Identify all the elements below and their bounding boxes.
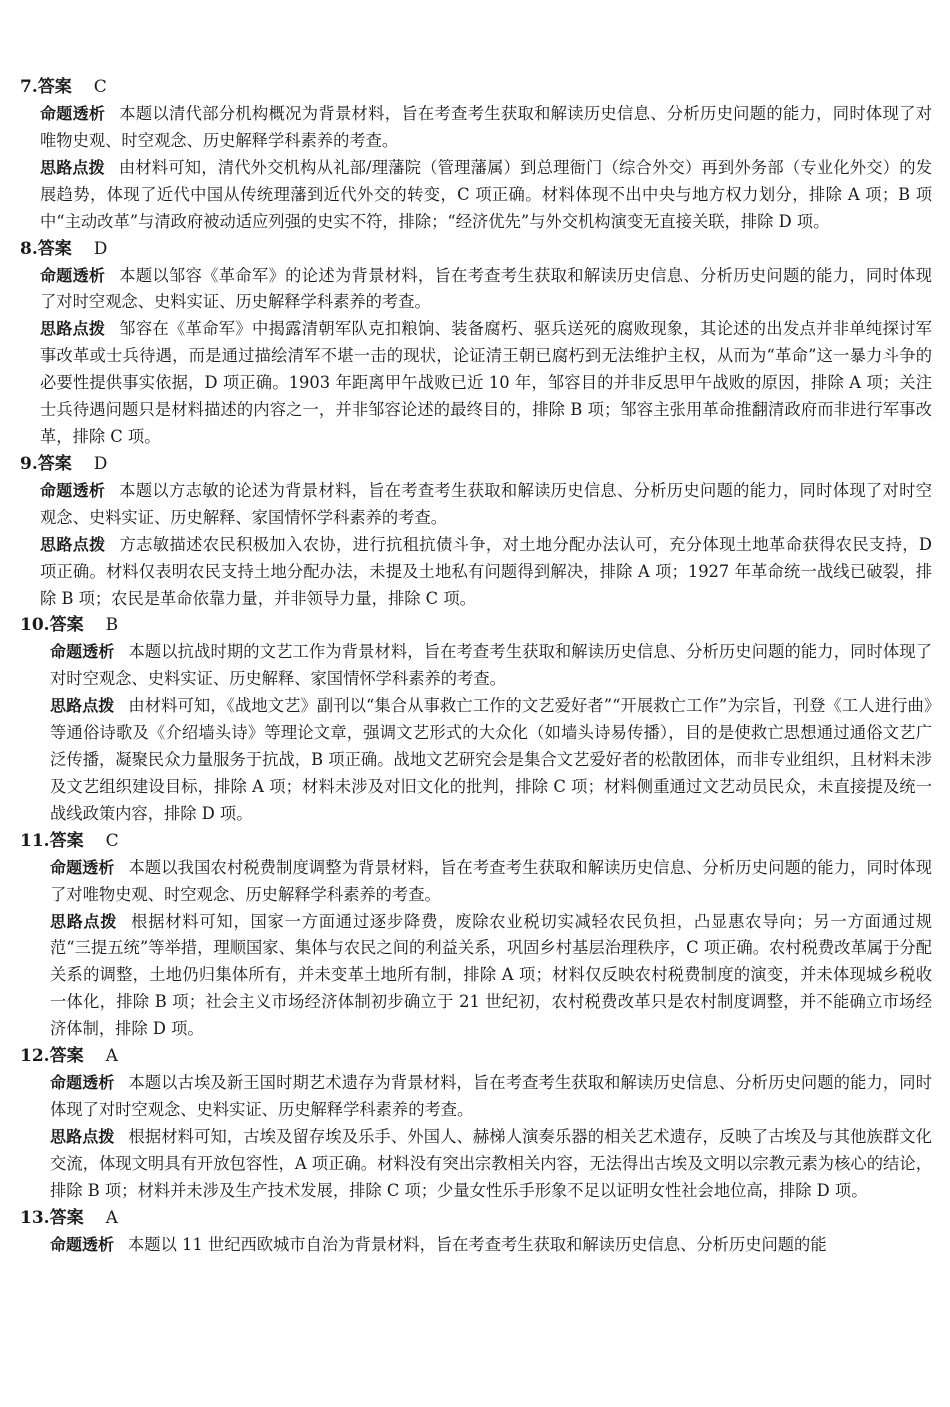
analysis-text: 本题以方志敏的论述为背景材料，旨在考查考生获取和解读历史信息、分析历史问题的能力，同时体现了对时空观念、史料实证、历史解释、家国情怀学科素养的考查。 bbox=[40, 480, 932, 527]
question-block bbox=[20, 828, 932, 1043]
question-block bbox=[20, 612, 932, 827]
question-block bbox=[20, 1043, 932, 1205]
question-header bbox=[20, 1043, 932, 1070]
reasoning-label: 思路点拨 bbox=[50, 696, 115, 716]
question-number: 7. bbox=[20, 77, 38, 97]
question-header bbox=[20, 74, 932, 101]
analysis-label: 命题透析 bbox=[50, 857, 115, 877]
analysis-label: 命题透析 bbox=[50, 1073, 115, 1093]
answer-label: 答案 bbox=[49, 830, 84, 851]
question-number: 13. bbox=[20, 1207, 50, 1228]
analysis-text: 本题以我国农村税费制度调整为背景材料，旨在考查考生获取和解读历史信息、分析历史问题的能力，同时体现了对唯物史观、时空观念、历史解释学科素养的考查。 bbox=[50, 857, 932, 904]
analysis-text: 本题以抗战时期的文艺工作为背景材料，旨在考查考生获取和解读历史信息、分析历史问题的能力，同时体现了对时空观念、史料实证、历史解释、家国情怀学科素养的考查。 bbox=[50, 642, 932, 689]
question-header bbox=[20, 828, 932, 855]
analysis-text: 本题以邹容《革命军》的论述为背景材料，旨在考查考生获取和解读历史信息、分析历史问题的能力，同时体现了对时空观念、史料实证、历史解释学科素养的考查。 bbox=[40, 265, 932, 312]
reasoning-text: 方志敏描述农民积极加入农协，进行抗租抗债斗争，对土地分配办法认可，充分体现土地革命获得农民支持，D 项正确。材料仅表明农民支持土地分配办法，未提及土地私有问题得到解决，排除 A 项；1927 年革命统一战线已破裂，排除 B 项；农民是革命依靠力量，并非领导力量，排除 C 项。 bbox=[40, 534, 932, 608]
reasoning-text: 由材料可知，清代外交机构从礼部/理藩院（管理藩属）到总理衙门（综合外交）再到外务部（专业化外交）的发展趋势，体现了近代中国从传统理藩到近代外交的转变，C 项正确。材料体现不出中央与地方权力划分，排除 A 项；B 项中“主动改革”与清政府被动适应列强的史实不符，排除；“经济优先”与外交机构演变无直接关联，排除 D 项。 bbox=[40, 157, 932, 231]
analysis-paragraph bbox=[20, 1070, 932, 1124]
analysis-label: 命题透析 bbox=[40, 265, 106, 285]
question-block bbox=[20, 74, 932, 236]
answer-letter: D bbox=[93, 238, 108, 259]
question-header bbox=[20, 1205, 932, 1232]
reasoning-paragraph bbox=[20, 693, 932, 828]
question-number: 8. bbox=[20, 238, 38, 259]
question-header bbox=[20, 236, 932, 263]
reasoning-text: 根据材料可知，国家一方面通过逐步降费，废除农业税切实减轻农民负担，凸显惠农导向；另一方面通过规范“三提五统”等举措，理顺国家、集体与农民之间的利益关系，巩固乡村基层治理秩序，C 项正确。农村税费改革属于分配关系的调整，土地仍归集体所有，并未变革土地所有制，排除 A 项；材料仅反映农村税费制度的演变，并未体现城乡税收一体化，排除 B 项；社会主义市场经济体制初步确立于 21 世纪初，农村税费改革只是农村制度调整，并不能确立市场经济体制，排除 D 项。 bbox=[50, 911, 932, 1039]
analysis-text: 本题以 11 世纪西欧城市自治为背景材料，旨在考查考生获取和解读历史信息、分析历史问题的能 bbox=[128, 1234, 827, 1254]
reasoning-label: 思路点拨 bbox=[40, 319, 106, 339]
analysis-label: 命题透析 bbox=[40, 104, 106, 123]
answer-document bbox=[20, 74, 932, 1259]
reasoning-paragraph bbox=[20, 316, 932, 451]
reasoning-label: 思路点拨 bbox=[40, 534, 106, 554]
reasoning-label: 思路点拨 bbox=[50, 911, 118, 931]
question-block bbox=[20, 451, 932, 613]
answer-letter: C bbox=[93, 77, 107, 97]
reasoning-label: 思路点拨 bbox=[40, 157, 105, 177]
reasoning-text: 由材料可知，《战地文艺》副刊以“集合从事救亡工作的文艺爱好者”“开展救亡工作”为宗旨，刊登《工人进行曲》等通俗诗歌及《介绍墙头诗》等理论文章，强调文艺形式的大众化（如墙头诗易传播），目的是使救亡思想通过通俗文艺广泛传播，凝聚民众力量服务于抗战，B 项正确。战地文艺研究会是集合文艺爱好者的松散团体，而非专业组织，且材料未涉及文艺组织建设目标，排除 A 项；材料未涉及对旧文化的批判，排除 C 项；材料侧重通过文艺动员民众，未直接提及统一战线政策内容，排除 D 项。 bbox=[50, 696, 932, 823]
analysis-paragraph bbox=[20, 1232, 932, 1259]
analysis-paragraph bbox=[20, 478, 932, 532]
answer-label: 答案 bbox=[37, 453, 72, 474]
answer-letter: C bbox=[105, 830, 119, 851]
answer-label: 答案 bbox=[49, 615, 84, 636]
question-block bbox=[20, 236, 932, 451]
answer-letter: D bbox=[93, 453, 108, 474]
question-number: 9. bbox=[20, 453, 38, 474]
reasoning-paragraph bbox=[20, 532, 932, 613]
analysis-paragraph bbox=[20, 101, 932, 155]
answer-letter: B bbox=[105, 615, 119, 636]
answer-label: 答案 bbox=[49, 1046, 84, 1067]
analysis-label: 命题透析 bbox=[40, 480, 106, 500]
analysis-text: 本题以古埃及新王国时期艺术遗存为背景材料，旨在考查考生获取和解读历史信息、分析历史问题的能力，同时体现了对时空观念、史料实证、历史解释学科素养的考查。 bbox=[50, 1073, 932, 1119]
analysis-text: 本题以清代部分机构概况为背景材料，旨在考查考生获取和解读历史信息、分析历史问题的能力，同时体现了对唯物史观、时空观念、历史解释学科素养的考查。 bbox=[40, 104, 932, 150]
question-header bbox=[20, 612, 932, 639]
question-block bbox=[20, 1205, 932, 1259]
answer-label: 答案 bbox=[49, 1207, 84, 1228]
reasoning-text: 邹容在《革命军》中揭露清朝军队克扣粮饷、装备腐朽、驱兵送死的腐败现象，其论述的出发点并非单纯探讨军事改革或士兵待遇，而是通过描绘清军不堪一击的现状，论证清王朝已腐朽到无法维护主权，从而为“革命”这一暴力斗争的必要性提供事实依据，D 项正确。1903 年距离甲午战败已近 10 年，邹容目的并非反思甲午战败的原因，排除 A 项；关注士兵待遇问题只是材料描述的内容之一，并非邹容论述的最终目的，排除 B 项；邹容主张用革命推翻清政府而非进行军事改革，排除 C 项。 bbox=[40, 319, 932, 446]
answer-letter: A bbox=[105, 1046, 118, 1067]
analysis-paragraph bbox=[20, 855, 932, 909]
question-number: 11. bbox=[20, 830, 50, 851]
question-number: 10. bbox=[20, 615, 50, 636]
analysis-label: 命题透析 bbox=[50, 1234, 115, 1254]
question-header bbox=[20, 451, 932, 478]
reasoning-paragraph bbox=[20, 909, 932, 1044]
question-number: 12. bbox=[20, 1046, 50, 1067]
reasoning-label: 思路点拨 bbox=[50, 1126, 115, 1146]
answer-label: 答案 bbox=[37, 77, 72, 97]
analysis-paragraph bbox=[20, 263, 932, 317]
answer-letter: A bbox=[105, 1207, 118, 1228]
reasoning-paragraph bbox=[20, 1124, 932, 1205]
analysis-paragraph bbox=[20, 639, 932, 693]
reasoning-paragraph bbox=[20, 155, 932, 236]
answer-label: 答案 bbox=[37, 238, 72, 259]
reasoning-text: 根据材料可知，古埃及留存埃及乐手、外国人、赫梯人演奏乐器的相关艺术遗存，反映了古埃及与其他族群文化交流，体现文明具有开放包容性，A 项正确。材料没有突出宗教相关内容，无法得出古埃及文明以宗教元素为核心的结论，排除 B 项；材料并未涉及生产技术发展，排除 C 项；少量女性乐手形象不足以证明女性社会地位高，排除 D 项。 bbox=[50, 1126, 932, 1200]
analysis-label: 命题透析 bbox=[50, 642, 115, 662]
